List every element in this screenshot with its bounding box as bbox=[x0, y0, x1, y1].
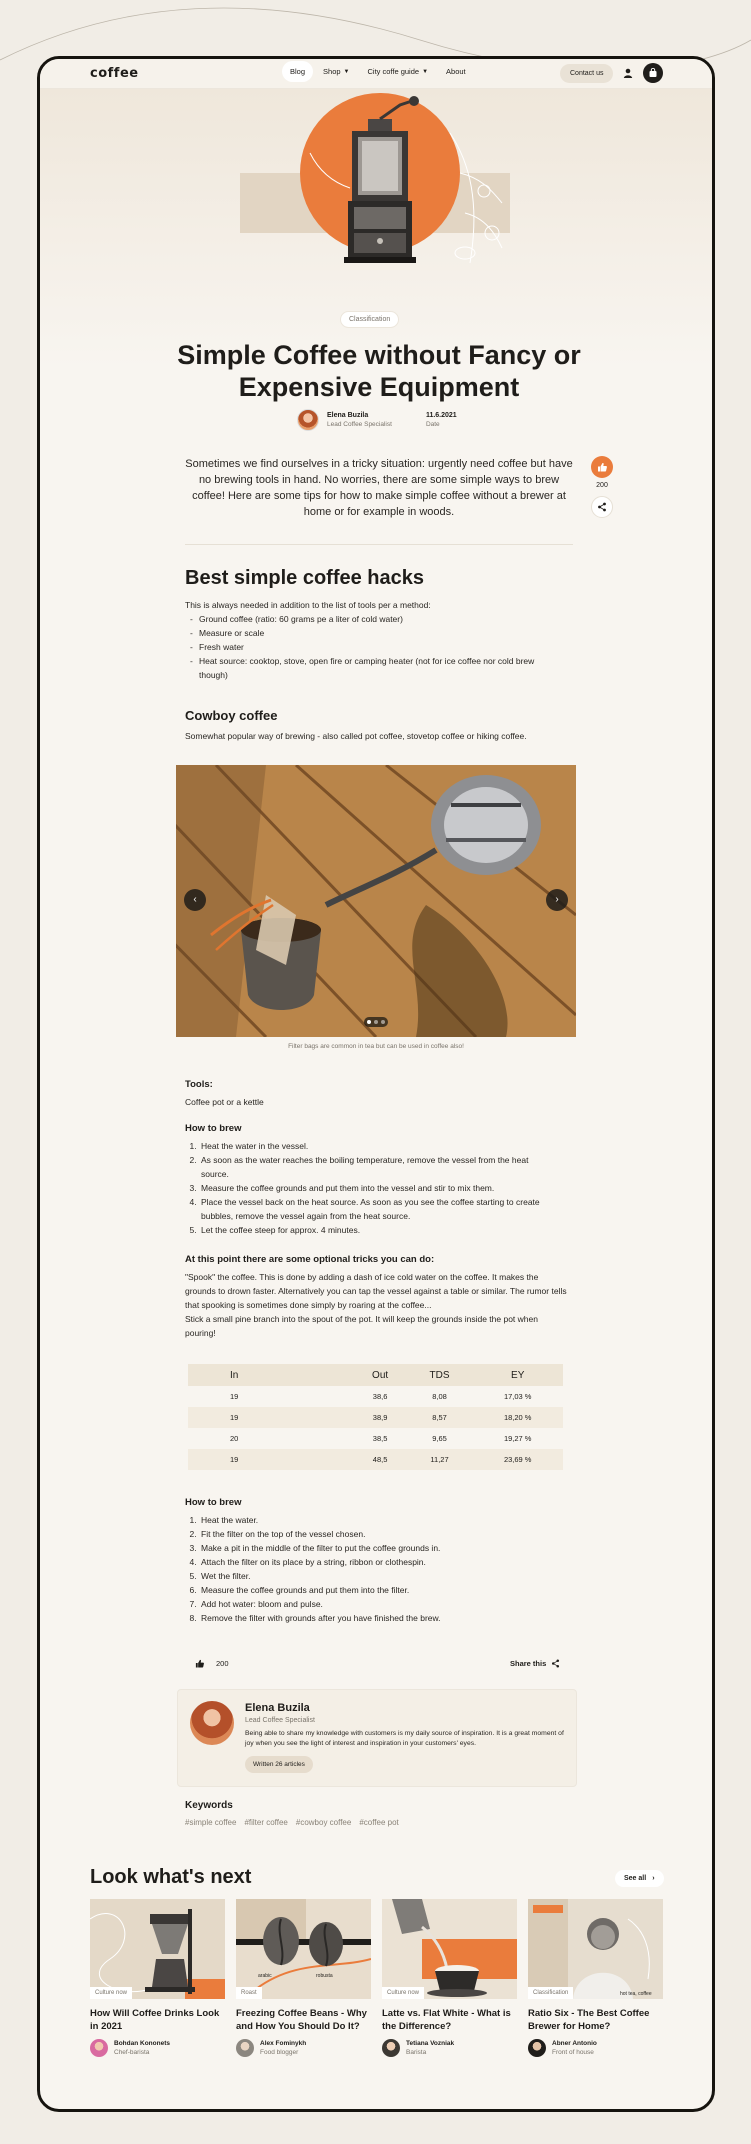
avatar bbox=[90, 2039, 108, 2057]
article-card[interactable] bbox=[90, 1899, 225, 2099]
coffee-grinder-illustration bbox=[240, 93, 520, 293]
author-name: Tetiana Vozniak bbox=[406, 2040, 455, 2047]
table-row bbox=[188, 1428, 563, 1449]
author-role: Barista bbox=[406, 2049, 427, 2056]
coffee-beans-illustration bbox=[236, 1899, 371, 1999]
carousel-prev-button[interactable]: ‹ bbox=[184, 889, 206, 911]
share-icon bbox=[551, 1659, 560, 1668]
avatar[interactable] bbox=[190, 1701, 234, 1745]
article-card-tag[interactable]: Culture now bbox=[90, 1987, 132, 1999]
tricks-text: Stick a small pine branch into the spout of the pot. It will keep the grounds inside the pot when pouring! bbox=[185, 1314, 538, 1338]
carousel-dot[interactable] bbox=[374, 1020, 378, 1024]
keyword-link[interactable]: #cowboy coffee bbox=[295, 1818, 352, 1827]
author-role: Food blogger bbox=[260, 2049, 299, 2056]
coffee-pouring-photo bbox=[176, 765, 576, 1037]
list-item: 4. Place the vessel back on the heat source. As soon as you see the coffee starting to create bubbles, remove the vessel again from the heat source. bbox=[199, 1195, 555, 1223]
list-item: 7. Add hot water: bloom and pulse. bbox=[199, 1597, 555, 1611]
chevron-right-icon: › bbox=[652, 1875, 655, 1882]
table-cell: 38,9 bbox=[354, 1407, 407, 1428]
list-item: 1. Heat the water in the vessel. bbox=[199, 1139, 555, 1153]
hacks-list bbox=[185, 612, 565, 682]
article-card-author bbox=[236, 2039, 371, 2057]
carousel-next-button[interactable]: › bbox=[546, 889, 568, 911]
list-item: 3. Make a pit in the middle of the filter to put the coffee grounds in. bbox=[199, 1541, 555, 1555]
table-cell: 48,5 bbox=[354, 1449, 407, 1470]
related-articles bbox=[90, 1899, 663, 2099]
sign-label: hot tea, coffee bbox=[620, 1991, 652, 1997]
table-cell: 38,6 bbox=[372, 1392, 388, 1401]
list-item: 2. Fit the filter on the top of the vessel chosen. bbox=[199, 1527, 555, 1541]
nav-about[interactable]: About bbox=[446, 67, 466, 76]
like-button[interactable] bbox=[591, 456, 613, 478]
author-name[interactable]: Elena Buzila bbox=[327, 412, 369, 419]
article-date: 11.6.2021 bbox=[425, 412, 457, 419]
article-card-title[interactable]: Latte vs. Flat White - What is the Difference? bbox=[382, 2008, 511, 2032]
image-caption: Filter bags are common in tea but can be used in coffee also! bbox=[288, 1043, 464, 1050]
list-item: - Fresh water bbox=[185, 640, 565, 654]
keyword-link[interactable]: #coffee pot bbox=[359, 1818, 399, 1827]
tools-heading: Tools: bbox=[185, 1079, 213, 1090]
article-card-image bbox=[382, 1899, 517, 1999]
author-name: Bohdan Kononets bbox=[114, 2040, 170, 2047]
keyword-link[interactable]: #simple coffee bbox=[185, 1818, 237, 1827]
article-card-title[interactable]: Freezing Coffee Beans - Why and How You Should Do It? bbox=[236, 2008, 367, 2032]
date-label: Date bbox=[425, 421, 440, 428]
table-cell: 8,57 bbox=[407, 1407, 473, 1428]
carousel-dots bbox=[364, 1017, 388, 1027]
table-cell: 11,27 bbox=[407, 1449, 473, 1470]
author-role: Lead Coffee Specialist bbox=[245, 1717, 315, 1724]
list-item: - Heat source: cooktop, stove, open fire or camping heater (not for ice coffee nor cold brew though) bbox=[185, 654, 565, 682]
article-author bbox=[297, 409, 457, 431]
coffee-maker-illustration bbox=[90, 1899, 225, 1999]
brew-steps bbox=[185, 1139, 555, 1237]
share-this-button[interactable] bbox=[510, 1659, 560, 1668]
list-item: 5. Wet the filter. bbox=[199, 1569, 555, 1583]
list-item: 5. Let the coffee steep for approx. 4 minutes. bbox=[199, 1223, 555, 1237]
article-card-tag[interactable]: Roast bbox=[236, 1987, 262, 1999]
table-header: EY bbox=[472, 1364, 563, 1386]
author-name[interactable]: Elena Buzila bbox=[245, 1702, 310, 1714]
chevron-down-icon: ▼ bbox=[343, 68, 350, 75]
article-card-image bbox=[90, 1899, 225, 1999]
table-cell: 20 bbox=[230, 1434, 239, 1443]
browser-frame bbox=[37, 56, 715, 2112]
site-header bbox=[40, 59, 712, 89]
main-nav bbox=[282, 61, 474, 82]
author-bio: Being able to share my knowledge with customers is my daily source of inspiration. It is a great moment of joy when you see the light of interest and inspiration in your customers' eyes. bbox=[245, 1730, 564, 1747]
cowboy-heading: Cowboy coffee bbox=[185, 708, 278, 723]
bean-label: robusta bbox=[316, 1973, 333, 1979]
article-card[interactable] bbox=[236, 1899, 371, 2099]
list-item: 2. As soon as the water reaches the boiling temperature, remove the vessel from the heat source. bbox=[199, 1153, 555, 1181]
list-item: 1. Heat the water. bbox=[199, 1513, 555, 1527]
table-cell: 9,65 bbox=[432, 1434, 447, 1443]
like-count: 200 bbox=[596, 482, 608, 489]
article-intro: Sometimes we find ourselves in a tricky situation: urgently need coffee but have no brewing tools in hand. No worries, there are some simple ways to brew coffee! Here are some tips for how to make simple coffee without a brewer at home or for example in woods. bbox=[185, 458, 573, 518]
table-cell: 8,08 bbox=[432, 1392, 447, 1401]
brew-data-table bbox=[188, 1364, 563, 1470]
table-row bbox=[188, 1449, 563, 1470]
table-cell: 23,69 % bbox=[472, 1449, 563, 1470]
share-button[interactable] bbox=[591, 496, 613, 518]
keywords-heading: Keywords bbox=[185, 1800, 233, 1811]
article-card-author bbox=[90, 2039, 225, 2057]
see-all-button[interactable] bbox=[615, 1870, 664, 1887]
author-role: Lead Coffee Specialist bbox=[327, 421, 392, 428]
author-role: Chef-barista bbox=[114, 2049, 150, 2056]
author-articles-button[interactable]: Written 26 articles bbox=[245, 1756, 313, 1773]
barista-portrait-illustration bbox=[528, 1899, 663, 1999]
cowboy-text: Somewhat popular way of brewing - also called pot coffee, stovetop coffee or hiking coffee. bbox=[185, 731, 527, 741]
table-header: Out bbox=[354, 1364, 407, 1386]
article-card[interactable] bbox=[382, 1899, 517, 2099]
next-heading: Look what's next bbox=[90, 1866, 252, 1888]
list-item: 8. Remove the filter with grounds after you have finished the brew. bbox=[199, 1611, 555, 1625]
nav-shop[interactable]: Shop ▼ bbox=[323, 67, 350, 76]
table-cell: 17,03 % bbox=[503, 1392, 532, 1401]
list-item: - Measure or scale bbox=[185, 626, 565, 640]
list-item: 6. Measure the coffee grounds and put them into the filter. bbox=[199, 1583, 555, 1597]
cart-icon bbox=[648, 68, 658, 78]
brew-heading: How to brew bbox=[185, 1123, 242, 1134]
table-cell: 19,27 % bbox=[503, 1434, 532, 1443]
brew-heading: How to brew bbox=[185, 1497, 242, 1508]
article-card-tag[interactable]: Culture now bbox=[382, 1987, 424, 1999]
brew-steps bbox=[185, 1513, 555, 1625]
author-name: Abner Antonio bbox=[552, 2040, 597, 2047]
avatar bbox=[236, 2039, 254, 2057]
table-cell: 19 bbox=[188, 1407, 354, 1428]
article-card-title[interactable]: Ratio Six - The Best Coffee Brewer for Home? bbox=[528, 2008, 650, 2032]
share-icon bbox=[597, 502, 607, 512]
nav-blog[interactable]: Blog bbox=[282, 61, 313, 82]
list-item: 4. Attach the filter on its place by a string, ribbon or clothespin. bbox=[199, 1555, 555, 1569]
author-name: Alex Fominykh bbox=[260, 2040, 307, 2047]
hacks-lead: This is always needed in addition to the list of tools per a method: bbox=[185, 600, 431, 610]
article-card-title[interactable]: How Will Coffee Drinks Look in 2021 bbox=[90, 2008, 220, 2032]
cart-button[interactable] bbox=[643, 63, 663, 83]
thumbs-up-icon bbox=[597, 462, 607, 472]
table-header: In bbox=[188, 1364, 354, 1386]
thumbs-up-icon bbox=[195, 1659, 204, 1668]
article-card-image bbox=[528, 1899, 663, 1999]
tricks-text: "Spook" the coffee. This is done by adding a dash of ice cold water on the coffee. It makes the grounds to drown faster. Alternatively you can tap the vessel against a table or similar. The rumor tells that spooking is sometimes done simply by roaring at the coffee... bbox=[185, 1272, 567, 1310]
keywords-list bbox=[185, 1818, 399, 1827]
chevron-down-icon: ▼ bbox=[422, 68, 429, 75]
keyword-link[interactable]: #filter coffee bbox=[244, 1818, 288, 1827]
table-cell: 19 bbox=[188, 1449, 354, 1470]
carousel-dot[interactable] bbox=[381, 1020, 385, 1024]
like-count: 200 bbox=[216, 1659, 229, 1668]
tricks-heading: At this point there are some optional tricks you can do: bbox=[185, 1254, 435, 1265]
table-row bbox=[188, 1407, 563, 1428]
table-cell: 18,20 % bbox=[472, 1407, 563, 1428]
latte-pouring-illustration bbox=[382, 1899, 517, 1999]
avatar[interactable] bbox=[297, 409, 319, 431]
share-label: Share this bbox=[510, 1659, 547, 1668]
carousel-dot[interactable] bbox=[367, 1020, 371, 1024]
author-role: Front of house bbox=[552, 2049, 594, 2056]
table-header: TDS bbox=[407, 1364, 473, 1386]
article-card-image bbox=[236, 1899, 371, 1999]
table-row bbox=[188, 1386, 563, 1407]
image-carousel bbox=[176, 765, 576, 1037]
divider bbox=[185, 544, 573, 545]
article-card[interactable] bbox=[528, 1899, 663, 2099]
article-title: Simple Coffee without Fancy or Expensive Equipment bbox=[177, 340, 581, 402]
list-item: - Ground coffee (ratio: 60 grams pe a liter of cold water) bbox=[185, 612, 565, 626]
site-logo[interactable]: coffee bbox=[90, 66, 139, 81]
hacks-heading: Best simple coffee hacks bbox=[185, 567, 424, 589]
see-all-label: See all bbox=[624, 1875, 647, 1882]
bean-label: arabic bbox=[258, 1973, 272, 1979]
article-card-author bbox=[528, 2039, 663, 2057]
list-item: 3. Measure the coffee grounds and put them into the vessel and stir to mix them. bbox=[199, 1181, 555, 1195]
avatar bbox=[382, 2039, 400, 2057]
table-cell: 38,5 bbox=[372, 1434, 388, 1443]
contact-button[interactable]: Contact us bbox=[560, 64, 613, 83]
article-card-tag[interactable]: Classification bbox=[528, 1987, 573, 1999]
article-tag[interactable]: Classification bbox=[340, 311, 399, 328]
tools-text: Coffee pot or a kettle bbox=[185, 1097, 264, 1107]
article-card-author bbox=[382, 2039, 517, 2057]
author-card bbox=[177, 1689, 577, 1787]
user-icon[interactable] bbox=[622, 67, 634, 79]
avatar bbox=[528, 2039, 546, 2057]
table-cell: 19 bbox=[230, 1392, 239, 1401]
nav-city-guide[interactable]: City coffe guide ▼ bbox=[367, 67, 429, 76]
like-button[interactable] bbox=[195, 1659, 229, 1668]
